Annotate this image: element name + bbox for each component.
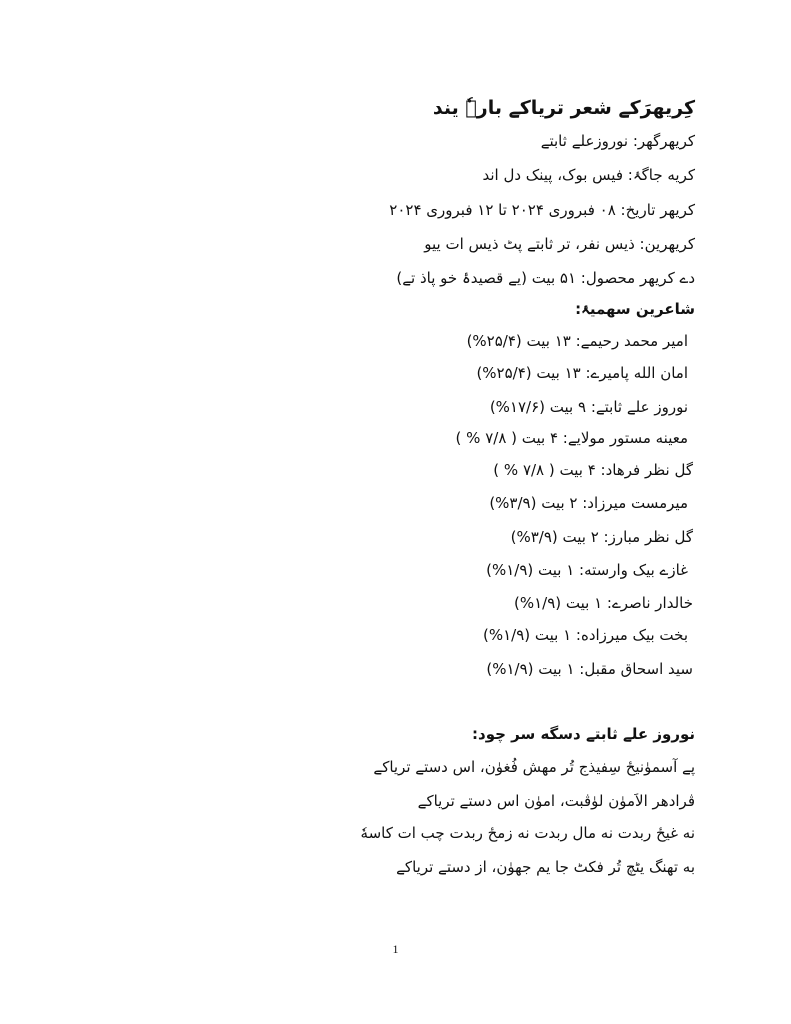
poets-heading: شاعرین سهمیۂ: [575, 300, 695, 318]
poet-item: غازے بیک وارسته: ۱ بیت (۱/۹%) [486, 561, 688, 579]
poet-item: گل نظر مبارز: ۲ بیت (۳/۹%) [510, 528, 693, 546]
poet-item: بخت بیک میرزاده: ۱ بیت (۱/۹%) [482, 626, 688, 644]
meta-author: کریهرگهر: نوروزعلے ثابتے [540, 132, 695, 150]
poet-item: گل نظر فرهاد: ۴ بیت ( ۷/۸ % ) [493, 461, 693, 479]
poet-item: امیر محمد رحیمے: ۱۳ بیت (۲۵/۴%) [466, 332, 688, 350]
meta-participants: کریهرین: ذیس نفر، تر ثابتے پٹ ذیس ات ییو [424, 235, 695, 253]
verse-line: ڤرادهر الاَمۈن لۈڤبت، امۈن اس دستے ترياکے [417, 792, 695, 810]
verse-line: نه غیځ ربدت نه مال ربدت نه زمځ ربدت چب ات کاسهٗ [360, 824, 695, 842]
poet-item: خالدار ناصرے: ۱ بیت (۱/۹%) [513, 594, 693, 612]
poet-item: سید اسحاق مقبل: ۱ بیت (۱/۹%) [486, 660, 693, 678]
poet-item: امان الله پامیرے: ۱۳ بیت (۲۵/۴%) [476, 364, 688, 382]
poet-item: میرمست میرزاد: ۲ بیت (۳/۹%) [489, 494, 688, 512]
meta-date: کریهر تاریخ: ۰۸ فبروری ۲۰۲۴ تا ۱۲ فبروری ۲۰۲۴ [389, 201, 695, 219]
document-title: کِریهرَکے شعر ترياکے بارہٗ یند [432, 97, 695, 119]
verse-line: پے آسمۈنیځ سِفیذج تُر مهش فُغۈن، اس دستے ترياکے [373, 758, 695, 776]
poet-item: معینه مستور مولایے: ۴ بیت ( ۷/۸ % ) [455, 429, 688, 447]
meta-result: دے کریهر محصول: ۵۱ بیت (یے قصیدۂ خو پاذ تے) [396, 269, 695, 287]
page-number: 1 [392, 942, 399, 956]
poet-item: نوروز علے ثابتے: ۹ بیت (۱۷/۶%) [489, 398, 688, 416]
verse-heading: نوروز علے ثابتے دسگه سر چود: [472, 725, 695, 743]
meta-place: کریه جاگۂ: فیس بوک، پینک دل اند [482, 166, 695, 184]
verse-line: به تهنگ یٹچ تُر فکٹ جا یم جهۈن، از دستے ترياکے [396, 858, 695, 876]
